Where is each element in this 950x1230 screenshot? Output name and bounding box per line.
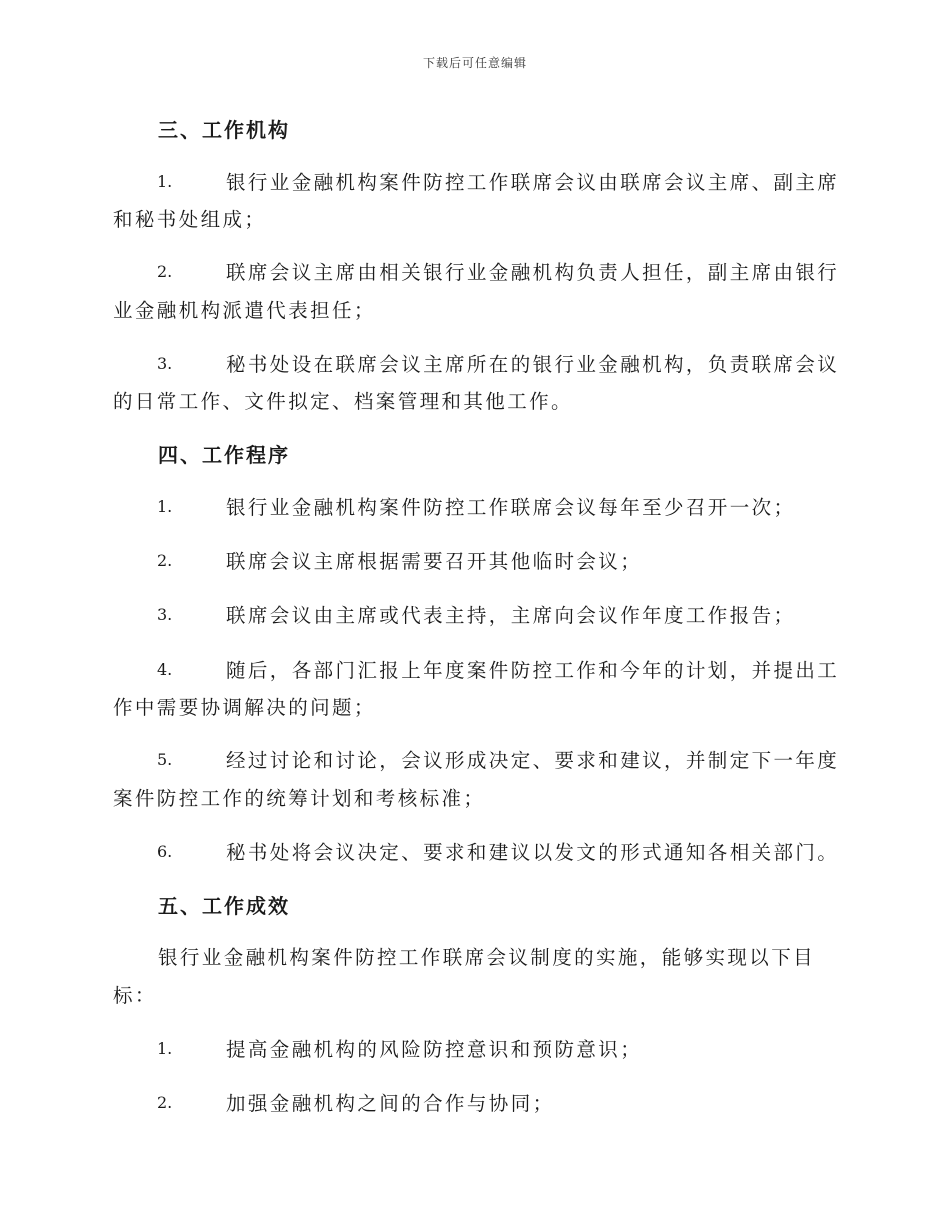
- list-number: 3.: [157, 605, 173, 624]
- list-number: 2.: [157, 262, 173, 281]
- list-item-text-continuation: 案件防控工作的统筹计划和考核标准；: [113, 787, 486, 810]
- section-heading-3: 三、工作机构: [158, 118, 290, 142]
- list-item-text: 经过讨论和讨论，会议形成决定、要求和建议，并制定下一年度: [226, 749, 840, 772]
- list-item-text: 秘书处将会议决定、要求和建议以发文的形式通知各相关部门。: [226, 841, 840, 864]
- list-item-text: 联席会议主席根据需要召开其他临时会议；: [226, 550, 643, 573]
- list-number: 3.: [157, 354, 173, 373]
- list-item-text-continuation: 和秘书处组成；: [113, 208, 267, 231]
- page-header: 下载后可任意编辑: [422, 56, 527, 70]
- list-number: 2.: [157, 1093, 173, 1112]
- list-item-text-continuation: 业金融机构派遣代表担任；: [113, 299, 376, 322]
- list-item-text-continuation: 作中需要协调解决的问题；: [113, 696, 376, 719]
- list-number: 1.: [157, 497, 173, 516]
- list-number: 4.: [157, 660, 173, 679]
- list-number: 1.: [157, 172, 173, 191]
- paragraph-text: 银行业金融机构案件防控工作联席会议制度的实施，能够实现以下目: [158, 946, 816, 969]
- list-item-text: 联席会议主席由相关银行业金融机构负责人担任，副主席由银行: [226, 261, 840, 284]
- list-item-text-continuation: 的日常工作、文件拟定、档案管理和其他工作。: [113, 390, 573, 413]
- list-number: 1.: [157, 1039, 173, 1058]
- section-heading-5: 五、工作成效: [158, 894, 290, 918]
- paragraph-text-continuation: 标：: [113, 984, 157, 1007]
- section-heading-4: 四、工作程序: [158, 443, 290, 467]
- list-item-text: 提高金融机构的风险防控意识和预防意识；: [226, 1038, 643, 1061]
- list-item-text: 联席会议由主席或代表主持，主席向会议作年度工作报告；: [226, 604, 796, 627]
- list-number: 5.: [157, 750, 173, 769]
- list-item-text: 银行业金融机构案件防控工作联席会议由联席会议主席、副主席: [226, 171, 840, 194]
- list-item-text: 秘书处设在联席会议主席所在的银行业金融机构，负责联席会议: [226, 353, 840, 376]
- list-item-text: 加强金融机构之间的合作与协同；: [226, 1092, 555, 1115]
- list-item-text: 随后，各部门汇报上年度案件防控工作和今年的计划，并提出工: [226, 659, 840, 682]
- list-item-text: 银行业金融机构案件防控工作联席会议每年至少召开一次；: [226, 496, 796, 519]
- list-number: 2.: [157, 551, 173, 570]
- list-number: 6.: [157, 842, 173, 861]
